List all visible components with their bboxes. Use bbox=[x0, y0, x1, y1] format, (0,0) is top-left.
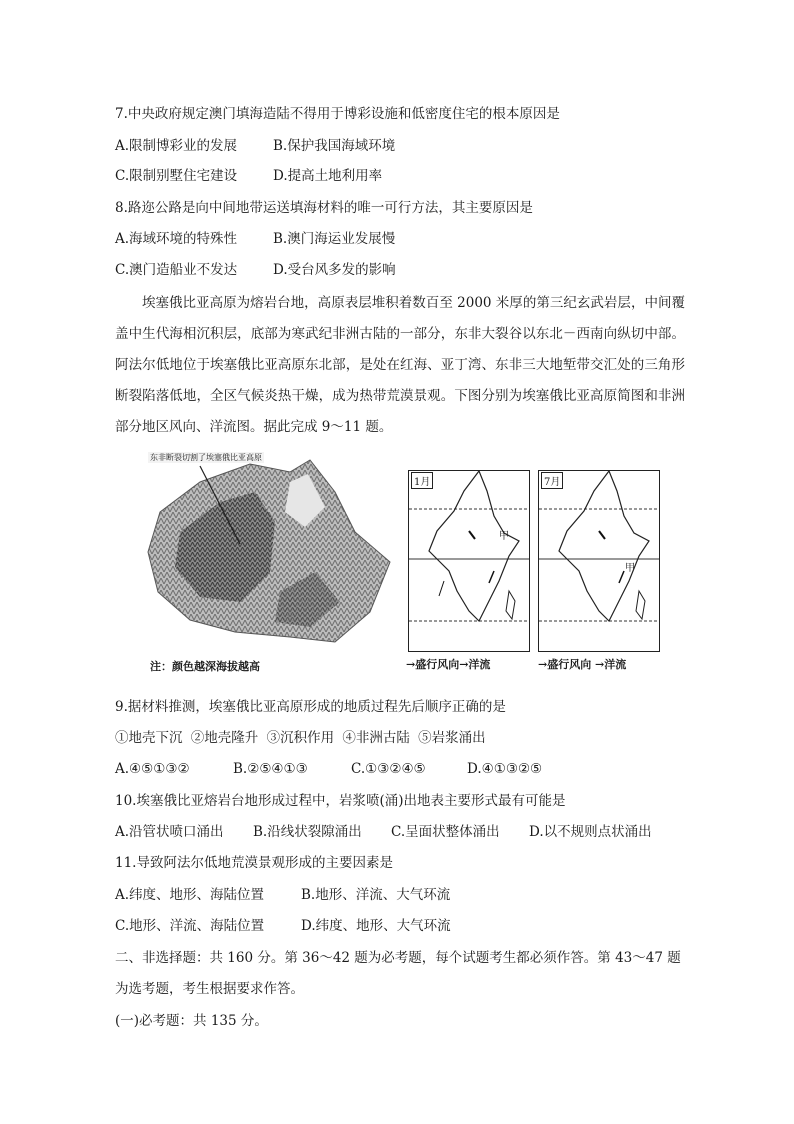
q11-option-d: D.纬度、地形、大气环流 bbox=[301, 918, 451, 934]
q7-option-b: B.保护我国海域环境 bbox=[273, 138, 396, 154]
passage-text: 埃塞俄比亚高原为熔岩台地，高原表层堆积着数百至 2000 米厚的第三纪玄武岩层，中间覆盖中生代海相沉积层，底部为寒武纪非洲古陆的一部分，东非大裂谷以东北－西南向纵切中部。阿法尔低地位于埃塞俄比亚高原东北部，是处在红海、亚丁湾、东非三大地堑带交汇处的三角形断裂陷落低地，全区气候炎热干燥，成为热带荒漠景观。下图分别为埃塞俄比亚高原简图和非洲部分地区风向、洋流图。据此完成 9～11 题。 bbox=[115, 295, 685, 435]
ethiopia-plateau-map bbox=[140, 452, 402, 684]
section2-line3: (一)必考题：共 135 分。 bbox=[115, 1013, 268, 1029]
panel-january bbox=[408, 470, 530, 652]
january-map bbox=[409, 471, 529, 651]
q8-options-row1 bbox=[115, 229, 395, 249]
marker-jia-jan: 甲 bbox=[499, 531, 509, 542]
section2-line1: 二、非选择题：共 160 分。第 36～42 题为必考题，每个试题考生都必须作答。第 43～47 题 bbox=[115, 950, 681, 966]
q7-options-row2 bbox=[115, 166, 382, 186]
q10-stem: 10.埃塞俄比亚熔岩台地形成过程中，岩浆喷(涌)出地表主要形式最有可能是 bbox=[115, 793, 566, 809]
q9-option-a: A.④⑤①③② bbox=[115, 761, 190, 777]
q9-option-b: B.②⑤④①③ bbox=[233, 761, 308, 777]
q9-items: ①地壳下沉 ②地壳隆升 ③沉积作用 ④非洲古陆 ⑤岩浆涌出 bbox=[115, 730, 486, 746]
q10-option-d: D.以不规则点状涌出 bbox=[529, 824, 652, 840]
q8-options-row2 bbox=[115, 260, 396, 280]
q8-option-d: D.受台风多发的影响 bbox=[273, 262, 396, 278]
q11-option-a: A.纬度、地形、海陆位置 bbox=[115, 887, 265, 903]
wind-current-figure bbox=[406, 462, 662, 682]
legend-july: →盛行风向 →洋流 bbox=[538, 658, 627, 671]
relief-map-image bbox=[140, 452, 402, 652]
q7-option-a: A.限制博彩业的发展 bbox=[115, 138, 238, 154]
q7-option-d: D.提高土地利用率 bbox=[273, 168, 383, 184]
q9-option-c: C.①③②④⑤ bbox=[351, 761, 426, 777]
panel-july-label: 7月 bbox=[541, 472, 563, 489]
q11-options-row2 bbox=[115, 916, 451, 936]
july-map bbox=[539, 471, 659, 651]
q9-options bbox=[115, 759, 542, 779]
q11-options-row1 bbox=[115, 885, 450, 905]
q7-options-row1 bbox=[115, 136, 395, 156]
q10-option-b: B.沿线状裂隙涌出 bbox=[253, 824, 362, 840]
q8-stem: 8.路迩公路是向中间地带运送填海材料的唯一可行方法，其主要原因是 bbox=[115, 200, 533, 216]
q9-stem: 9.据材料推测，埃塞俄比亚高原形成的地质过程先后顺序正确的是 bbox=[115, 699, 506, 715]
panel-january-label: 1月 bbox=[411, 472, 433, 489]
q10-option-a: A.沿管状喷口涌出 bbox=[115, 824, 224, 840]
q11-stem: 11.导致阿法尔低地荒漠景观形成的主要因素是 bbox=[115, 855, 393, 871]
q8-option-c: C.澳门造船业不发达 bbox=[115, 262, 238, 278]
map-note: 注：颜色越深海拔越高 bbox=[150, 660, 260, 673]
q8-option-a: A.海域环境的特殊性 bbox=[115, 231, 238, 247]
panel-july bbox=[538, 470, 660, 652]
map-title-label: 东非断裂切割了埃塞俄比亚高原 bbox=[150, 453, 262, 462]
q10-option-c: C.呈面状整体涌出 bbox=[391, 824, 500, 840]
q10-options bbox=[115, 822, 652, 842]
section2-line2: 为选考题，考生根据要求作答。 bbox=[115, 981, 304, 997]
marker-jia-jul: 甲 bbox=[625, 563, 635, 574]
q7-option-c: C.限制别墅住宅建设 bbox=[115, 168, 238, 184]
q8-option-b: B.澳门海运业发展慢 bbox=[273, 231, 396, 247]
legend-january: →盛行风向→洋流 bbox=[406, 658, 491, 671]
q7-stem: 7.中央政府规定澳门填海造陆不得用于博彩设施和低密度住宅的根本原因是 bbox=[115, 106, 560, 122]
q9-option-d: D.④①③②⑤ bbox=[467, 761, 543, 777]
q11-option-c: C.地形、洋流、海陆位置 bbox=[115, 918, 265, 934]
q11-option-b: B.地形、洋流、大气环流 bbox=[301, 887, 451, 903]
